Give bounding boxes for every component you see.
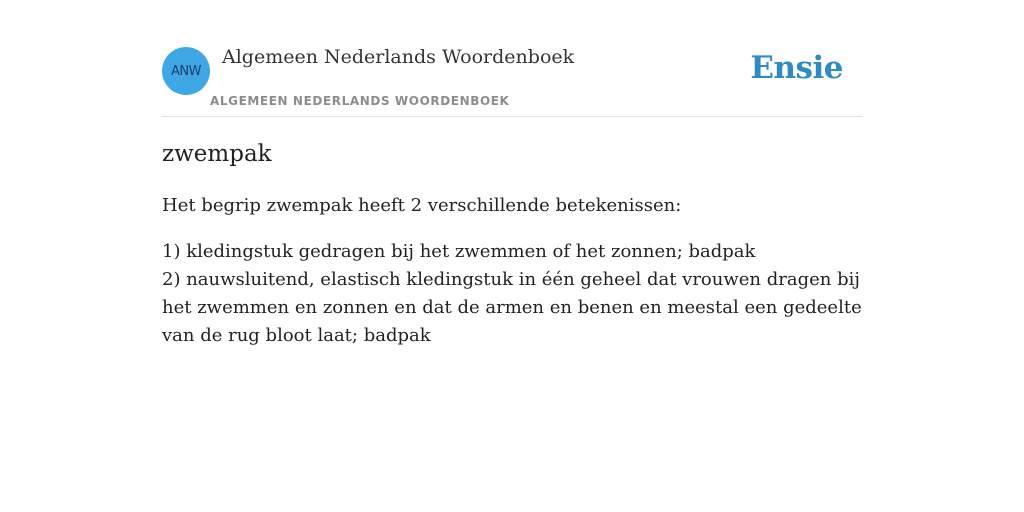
meaning-item: 1) kledingstuk gedragen bij het zwemmen of het zonnen; badpak bbox=[162, 241, 756, 262]
entry-word: zwempak bbox=[162, 141, 272, 167]
header bbox=[162, 0, 862, 117]
anw-logo[interactable] bbox=[162, 47, 210, 95]
page bbox=[162, 0, 862, 350]
ensie-logo-link[interactable]: Ensie bbox=[750, 50, 843, 86]
source-subtitle: ALGEMEEN NEDERLANDS WOORDENBOEK bbox=[210, 94, 510, 108]
logo-text: ANW bbox=[171, 63, 201, 79]
meanings-list bbox=[162, 238, 862, 350]
entry-intro: Het begrip zwempak heeft 2 verschillende betekenissen: bbox=[162, 195, 682, 216]
source-title[interactable]: Algemeen Nederlands Woordenboek bbox=[222, 46, 575, 68]
meaning-item: 2) nauwsluitend, elastisch kledingstuk in één geheel dat vrouwen dragen bij het zwemmen en zonnen en dat de armen en benen en meestal een gedeelte van de rug bloot laat; badpak bbox=[162, 269, 862, 346]
